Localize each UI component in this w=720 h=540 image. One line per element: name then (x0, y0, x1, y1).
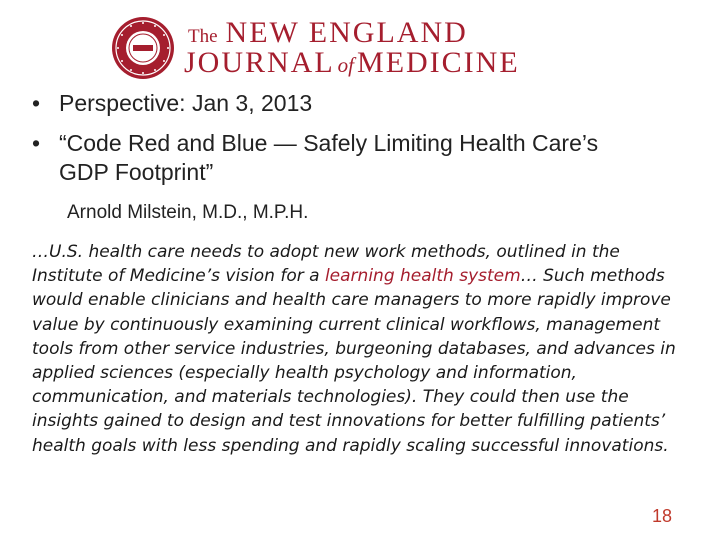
nejm-seal-logo (111, 16, 175, 80)
bullet-article-title (32, 129, 652, 187)
bullet-dot-icon: • (32, 130, 41, 156)
masthead-the: The (188, 26, 218, 47)
quote-text-part-1: …U.S. health care needs to adopt new work methods, outlined in the Institute of Medicine’s vision for a (32, 242, 620, 287)
masthead-medicine: MEDICINE (357, 46, 520, 79)
masthead-of: of (337, 53, 355, 77)
bullet-dot-icon: • (32, 90, 41, 116)
bullet-text: Perspective: Jan 3, 2013 (59, 90, 313, 116)
masthead-line-2 (184, 46, 520, 80)
author-line: Arnold Milstein, M.D., M.P.H. (67, 202, 309, 223)
bullet-text: “Code Red and Blue — Safely Limiting Health Care’s GDP Footprint” (59, 130, 599, 185)
quote-highlight: learning health system (324, 266, 521, 287)
page-number: 18 (652, 506, 673, 526)
bullet-perspective (32, 89, 632, 118)
masthead-new-england: NEW ENGLAND (225, 16, 468, 49)
masthead-journal: JOURNAL (184, 46, 335, 79)
masthead-line-1 (188, 16, 468, 50)
quote-paragraph (32, 240, 682, 458)
quote-text-part-2: … Such methods would enable clinicians and health care managers to more rapidly improve value by continuously examining current clinical workflows, management tools from other service industries, burgeoning databases, and advances in applied sciences (especially health psychology and information, communication, and materials technologies). They could then use the insights gained to design and test innovations for better fulfilling patients’ health goals with less spending and rapidly scaling successful innovations. (32, 266, 676, 456)
